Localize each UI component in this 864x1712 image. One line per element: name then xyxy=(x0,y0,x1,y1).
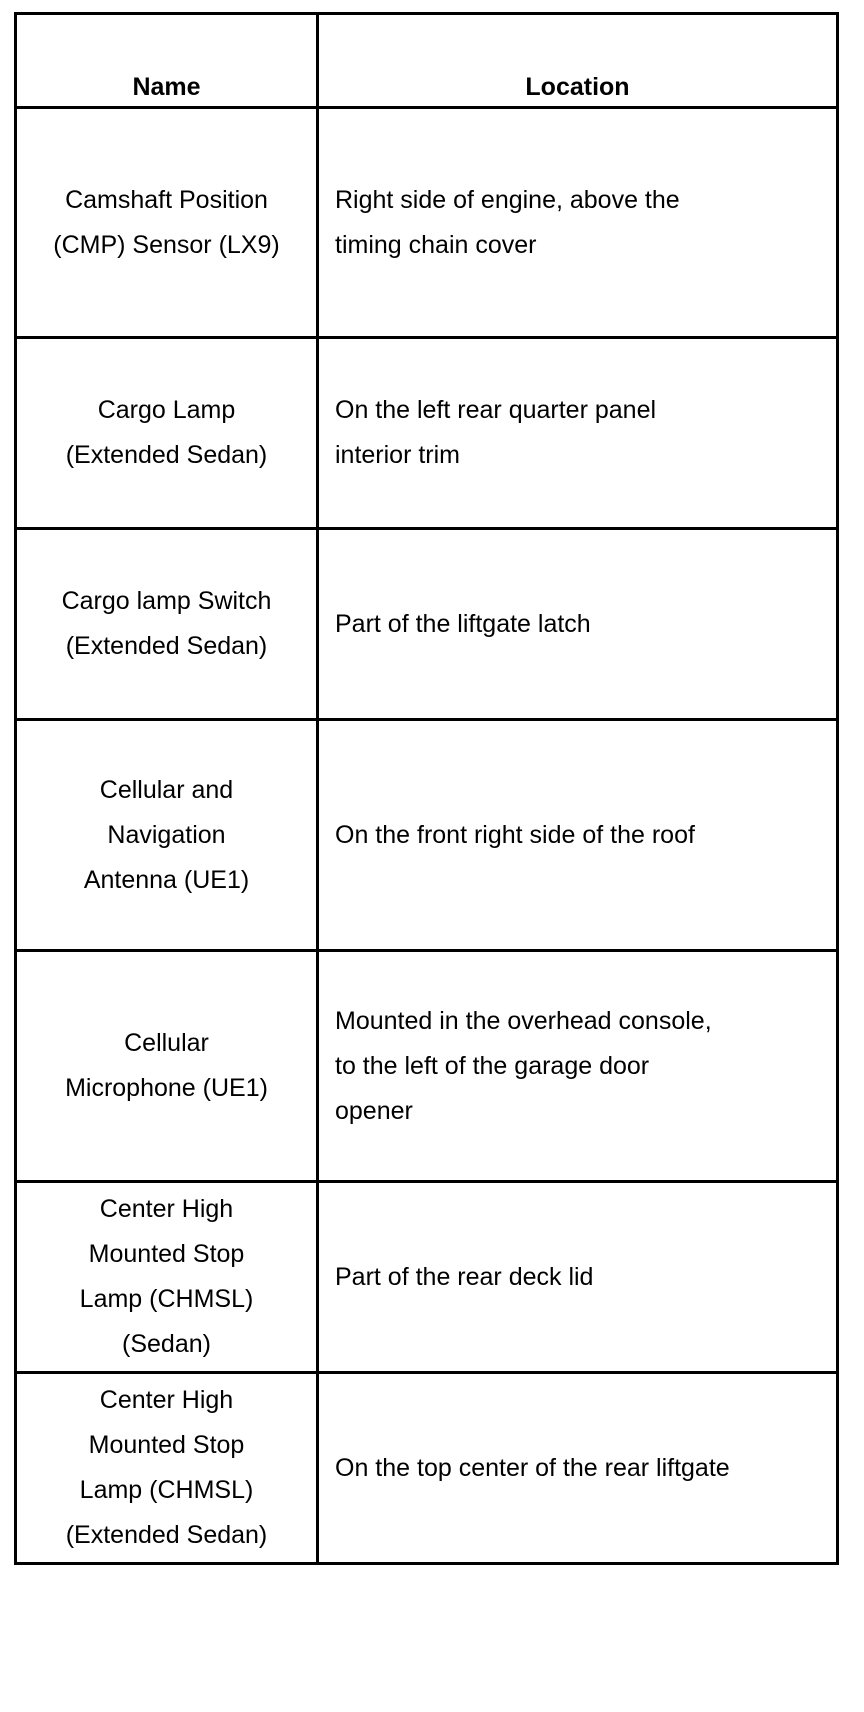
location-text: On the left rear quarter panel interior trim xyxy=(335,396,657,469)
table-row xyxy=(16,720,838,951)
table-row xyxy=(16,1373,838,1564)
cell-name xyxy=(16,1182,318,1373)
name-text: Cargo Lamp (Extended Sedan) xyxy=(65,396,268,469)
cell-location xyxy=(318,720,838,951)
name-text: Cellular and Navigation Antenna (UE1) xyxy=(83,775,250,894)
cell-name xyxy=(16,529,318,720)
table-row xyxy=(16,108,838,338)
cell-name xyxy=(16,108,318,338)
cell-location xyxy=(318,1373,838,1564)
location-text: On the front right side of the roof xyxy=(335,820,695,849)
cell-name xyxy=(16,951,318,1182)
table-header-row xyxy=(16,14,838,108)
name-text: Center High Mounted Stop Lamp (CHMSL) (Extended Sedan) xyxy=(65,1386,268,1549)
name-text: Camshaft Position (CMP) Sensor (LX9) xyxy=(53,185,280,259)
cell-location xyxy=(318,1182,838,1373)
location-text: Part of the rear deck lid xyxy=(335,1262,594,1291)
name-text: Cargo lamp Switch (Extended Sedan) xyxy=(61,587,272,660)
location-text: On the top center of the rear liftgate xyxy=(335,1453,730,1482)
name-text: Cellular Microphone (UE1) xyxy=(65,1029,268,1102)
cell-name xyxy=(16,720,318,951)
column-header-name: Name xyxy=(16,14,318,108)
location-text: Right side of engine, above the timing chain cover xyxy=(335,185,680,259)
table-row xyxy=(16,529,838,720)
cell-name xyxy=(16,1373,318,1564)
table-row xyxy=(16,951,838,1182)
component-location-table xyxy=(14,12,839,1565)
name-text: Center High Mounted Stop Lamp (CHMSL) (Sedan) xyxy=(79,1195,254,1358)
cell-location xyxy=(318,338,838,529)
location-text: Part of the liftgate latch xyxy=(335,609,591,638)
cell-location xyxy=(318,529,838,720)
cell-location xyxy=(318,108,838,338)
column-header-location: Location xyxy=(318,14,838,108)
location-text: Mounted in the overhead console, to the left of the garage door opener xyxy=(335,1006,712,1125)
cell-location xyxy=(318,951,838,1182)
table-row xyxy=(16,1182,838,1373)
cell-name xyxy=(16,338,318,529)
table-row xyxy=(16,338,838,529)
